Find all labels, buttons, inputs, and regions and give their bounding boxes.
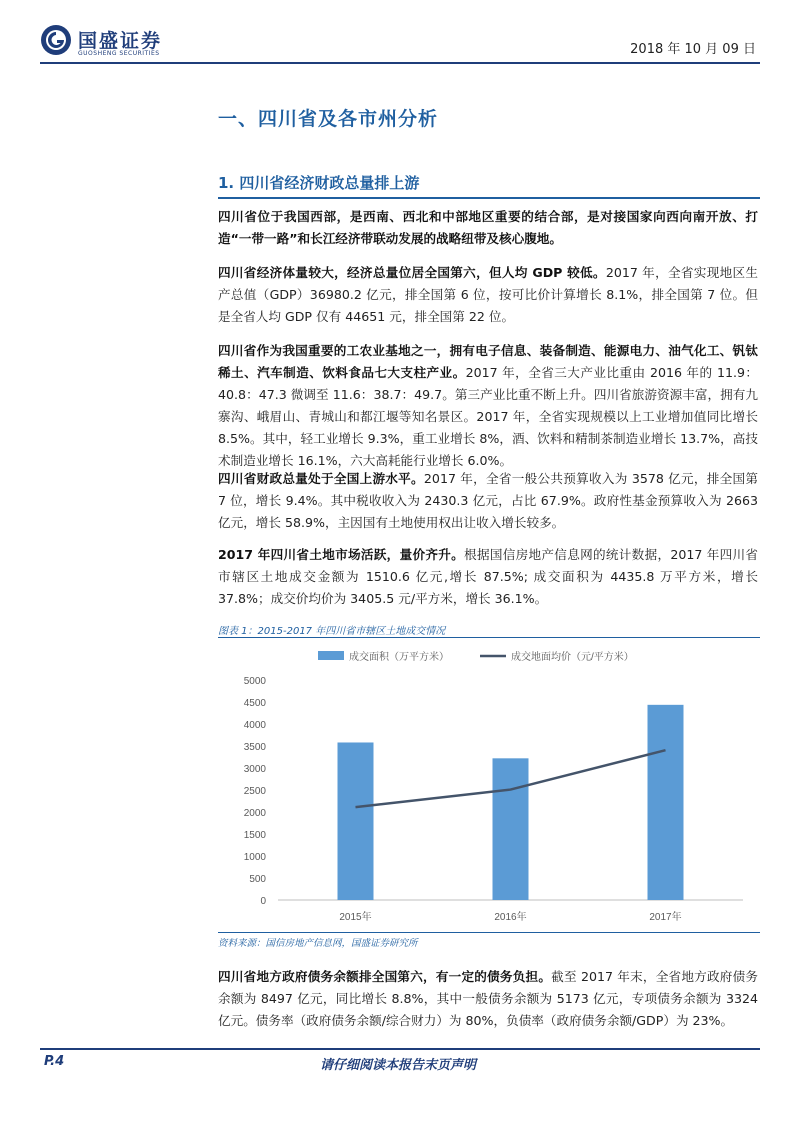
y-tick-label: 4000 bbox=[243, 720, 266, 731]
y-tick-label: 2500 bbox=[243, 786, 266, 797]
paragraph-fiscal-lead: 四川省财政总量处于全国上游水平。 bbox=[218, 471, 424, 486]
paragraph-economy bbox=[218, 262, 758, 328]
x-tick-label: 2016年 bbox=[494, 912, 527, 923]
x-tick-label: 2015年 bbox=[339, 912, 372, 923]
header-divider bbox=[40, 62, 760, 64]
subsection-title: 1. 四川省经济财政总量排上游 bbox=[218, 174, 420, 192]
y-tick-label: 1500 bbox=[243, 830, 266, 841]
footer-divider bbox=[40, 1048, 760, 1050]
bar-area-3 bbox=[648, 705, 684, 900]
figure-bottom-rule bbox=[218, 932, 760, 933]
paragraph-land-body: 根据国信房地产信息网的统计数据，2017 年四川省市辖区土地成交金额为 1510.6 亿元,增长 87.5%; 成交面积为 4435.8 万平方米，增长 37.8%；成交价均价为 3405.5 元/平方米，增长 36.1%。 bbox=[218, 547, 758, 606]
paragraph-land bbox=[218, 544, 758, 610]
x-tick-label: 2017年 bbox=[649, 912, 682, 923]
paragraph-fiscal bbox=[218, 468, 758, 534]
land-transaction-chart bbox=[218, 640, 760, 930]
y-tick-label: 3000 bbox=[243, 764, 266, 775]
figure-title: 图表 1：2015-2017 年四川省市辖区土地成交情况 bbox=[218, 626, 446, 637]
brand-name: 国盛证券 bbox=[78, 30, 163, 52]
bar-area-2 bbox=[493, 758, 529, 900]
legend-label-price: 成交地面均价（元/平方米） bbox=[511, 652, 634, 663]
report-date: 2018 年 10 月 09 日 bbox=[630, 42, 756, 57]
paragraph-debt-body: 截至 2017 年末，全省地方政府债务余额为 8497 亿元，同比增长 8.8%，其中一般债务余额为 5173 亿元，专项债务余额为 3324 亿元。债务率（政府债务余额/综合财力）为 80%，负债率（政府债务余额/GDP）为 23%。 bbox=[218, 969, 759, 1028]
y-tick-label: 0 bbox=[260, 896, 266, 907]
figure-top-rule bbox=[218, 637, 760, 638]
paragraph-land-lead: 2017 年四川省土地市场活跃，量价齐升。 bbox=[218, 547, 465, 562]
brand-logo bbox=[40, 20, 190, 64]
paragraph-industry-body: 2017 年，全省三大产业比重由 2016 年的 11.9：40.8：47.3 微调至 11.6：38.7：49.7。第三产业比重不断上升。四川省旅游资源丰富，拥有九寨沟、峨眉山、青城山和都江堰等知名景区。2017 年，全省实现规模以上工业增加值同比增长 8.5%。其中，轻工业增长 9.3%，重工业增长 8%，酒、饮料和精制茶制造业增长 13.7%，高技术制造业增长 16.1%，六大高耗能行业增长 6.0%。 bbox=[218, 365, 759, 468]
page-number: P.4 bbox=[44, 1054, 65, 1069]
paragraph-location-lead: 四川省位于我国西部，是西南、西北和中部地区重要的结合部，是对接国家向西向南开放、打造“一带一路”和长江经济带联动发展的战略纽带及核心腹地。 bbox=[218, 209, 758, 246]
y-tick-label: 2000 bbox=[243, 808, 266, 819]
guosheng-logo-icon bbox=[40, 24, 72, 56]
legend-label-area: 成交面积（万平方米） bbox=[349, 652, 449, 663]
y-tick-label: 3500 bbox=[243, 742, 266, 753]
y-tick-label: 1000 bbox=[243, 852, 266, 863]
paragraph-debt bbox=[218, 966, 758, 1032]
paragraph-industry-lead: 四川省作为我国重要的工农业基地之一，拥有电子信息、装备制造、能源电力、油气化工、钒钛稀土、汽车制造、饮料食品七大支柱产业。 bbox=[218, 343, 758, 380]
footer-disclaimer: 请仔细阅读本报告末页声明 bbox=[320, 1058, 477, 1073]
y-tick-label: 4500 bbox=[243, 698, 266, 709]
y-tick-label: 500 bbox=[249, 874, 266, 885]
brand-subtitle: GUOSHENG SECURITIES bbox=[78, 50, 160, 57]
bar-area-1 bbox=[338, 742, 374, 900]
paragraph-industry bbox=[218, 340, 758, 472]
section-title: 一、四川省及各市州分析 bbox=[218, 108, 439, 130]
y-tick-label: 5000 bbox=[243, 676, 266, 687]
legend-swatch-area bbox=[318, 651, 344, 660]
paragraph-debt-lead: 四川省地方政府债务余额排全国第六，有一定的债务负担。 bbox=[218, 969, 552, 984]
paragraph-economy-body: 2017 年，全省实现地区生产总值（GDP）36980.2 亿元，排全国第 6 位，按可比价计算增长 8.1%，排全国第 7 位。但是全省人均 GDP 仅有 44651 元，排全国第 22 位。 bbox=[218, 265, 758, 324]
paragraph-economy-lead: 四川省经济体量较大，经济总量位居全国第六，但人均 GDP 较低。 bbox=[218, 265, 606, 280]
subsection-divider bbox=[218, 197, 760, 199]
paragraph-location bbox=[218, 206, 758, 250]
figure-source: 资料来源：国信房地产信息网，国盛证券研究所 bbox=[218, 938, 418, 949]
paragraph-fiscal-body: 2017 年，全省一般公共预算收入为 3578 亿元，排全国第 7 位，增长 9.4%。其中税收收入为 2430.3 亿元，占比 67.9%。政府性基金预算收入为 2663 亿元，增长 58.9%，主因国有土地使用权出让收入增长较多。 bbox=[218, 471, 758, 530]
